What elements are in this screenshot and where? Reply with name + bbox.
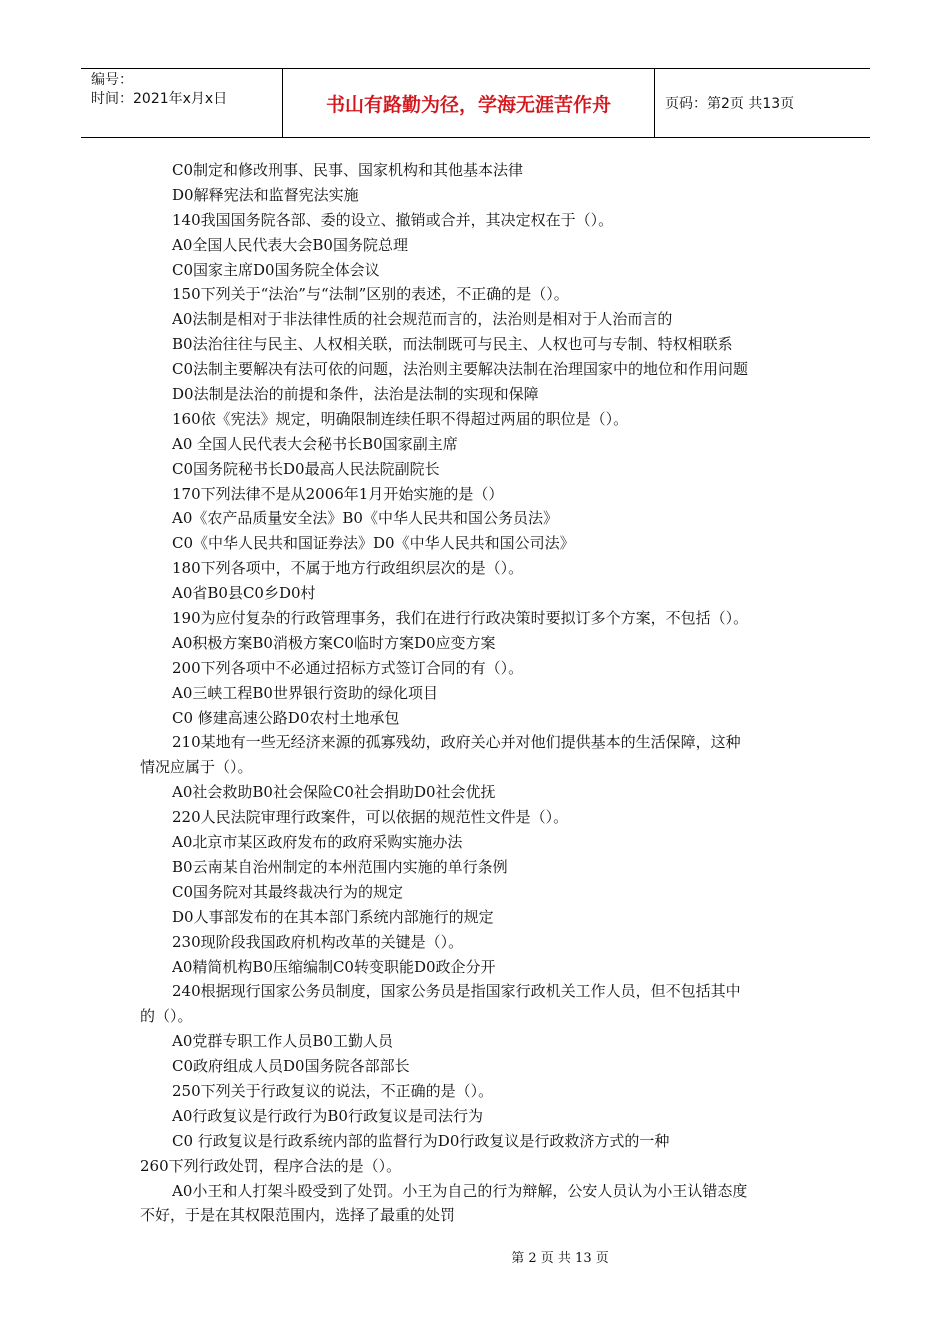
text-line: D0人事部发布的在其本部门系统内部施行的规定	[172, 907, 494, 926]
text-line: B0法治往往与民主、人权相关联，而法制既可与民主、人权也可与专制、特权相联系	[172, 335, 733, 354]
text-line: 260下列行政处罚，程序合法的是（）。	[140, 1156, 402, 1175]
text-line: A0全国人民代表大会B0国务院总理	[172, 235, 408, 254]
text-line: A0精简机构B0压缩编制C0转变职能D0政企分开	[172, 957, 496, 976]
text-line: B0云南某自治州制定的本州范围内实施的单行条例	[172, 857, 508, 876]
text-line: D0法制是法治的前提和条件，法治是法制的实现和保障	[172, 385, 539, 404]
text-line: C0 行政复议是行政系统内部的监督行为D0行政复议是行政救济方式的一种	[172, 1131, 670, 1150]
text-line: 180下列各项中，不属于地方行政组织层次的是（）。	[172, 559, 524, 578]
text-line: 210某地有一些无经济来源的孤寡残幼，政府关心并对他们提供基本的生活保障，这种	[172, 733, 741, 752]
text-line: A0小王和人打架斗殴受到了处罚。小王为自己的行为辩解，公安人员认为小王认错态度	[172, 1181, 748, 1200]
page-header	[81, 68, 870, 138]
text-line: 250下列关于行政复议的说法，不正确的是（）。	[172, 1081, 494, 1100]
text-line: 200下列各项中不必通过招标方式签订合同的有（）。	[172, 658, 524, 677]
text-line: D0解释宪法和监督宪法实施	[172, 185, 359, 204]
text-line: A0积极方案B0消极方案C0临时方案D0应变方案	[172, 633, 496, 652]
text-line: 220人民法院审理行政案件，可以依据的规范性文件是（）。	[172, 808, 569, 827]
text-line: A0省B0县C0乡D0村	[172, 584, 316, 603]
text-line: A0北京市某区政府发布的政府采购实施办法	[172, 833, 463, 852]
document-body	[140, 158, 820, 1228]
header-page-code: 页码：第2页 共13页	[665, 96, 795, 112]
text-line: 140我国国务院各部、委的设立、撤销或合并，其决定权在于（）。	[172, 210, 614, 229]
text-line: A0 全国人民代表大会秘书长B0国家副主席	[172, 434, 458, 453]
document-date: 时间：2021年x月x日	[91, 91, 228, 107]
header-info-cell	[81, 69, 283, 137]
text-line: C0《中华人民共和国证券法》D0《中华人民共和国公司法》	[172, 534, 575, 553]
text-line: A0三峡工程B0世界银行资助的绿化项目	[172, 683, 438, 702]
header-slogan: 书山有路勤为径，学海无涯苦作舟	[283, 69, 655, 137]
text-line: 240根据现行国家公务员制度，国家公务员是指国家行政机关工作人员，但不包括其中	[172, 982, 741, 1001]
text-line: C0国务院秘书长D0最高人民法院副院长	[172, 459, 440, 478]
text-line: C0国家主席D0国务院全体会议	[172, 260, 380, 279]
text-line: 230现阶段我国政府机构改革的关键是（）。	[172, 932, 464, 951]
text-line: A0党群专职工作人员B0工勤人员	[172, 1032, 393, 1051]
text-line: C0国务院对其最终裁决行为的规定	[172, 882, 404, 901]
text-line: 的（）。	[140, 1007, 193, 1026]
text-line: 170下列法律不是从2006年1月开始实施的是（）	[172, 484, 504, 503]
document-number-label: 编号：	[91, 72, 133, 88]
text-line: A0行政复议是行政行为B0行政复议是司法行为	[172, 1106, 483, 1125]
text-line: 160依《宪法》规定，明确限制连续任职不得超过两届的职位是（）。	[172, 409, 629, 428]
text-line: 190为应付复杂的行政管理事务，我们在进行行政决策时要拟订多个方案，不包括（）。	[172, 609, 749, 628]
text-line: C0法制主要解决有法可依的问题，法治则主要解决法制在治理国家中的地位和作用问题	[172, 360, 749, 379]
text-line: A0法制是相对于非法律性质的社会规范而言的，法治则是相对于人治而言的	[172, 310, 673, 329]
text-line: C0 修建高速公路D0农村土地承包	[172, 708, 400, 727]
text-line: C0政府组成人员D0国务院各部部长	[172, 1057, 410, 1076]
text-line: A0《农产品质量安全法》B0《中华人民共和国公务员法》	[172, 509, 558, 528]
page-footer: 第 2 页 共 13 页	[511, 1251, 609, 1266]
text-line: 情况应属于（）。	[140, 758, 253, 777]
text-line: 不好，于是在其权限范围内，选择了最重的处罚	[140, 1206, 456, 1225]
text-line: C0制定和修改刑事、民事、国家机构和其他基本法律	[172, 161, 524, 179]
text-line: 150下列关于“法治”与“法制”区别的表述，不正确的是（）。	[172, 285, 569, 304]
text-line: A0社会救助B0社会保险C0社会捐助D0社会优抚	[172, 783, 496, 802]
